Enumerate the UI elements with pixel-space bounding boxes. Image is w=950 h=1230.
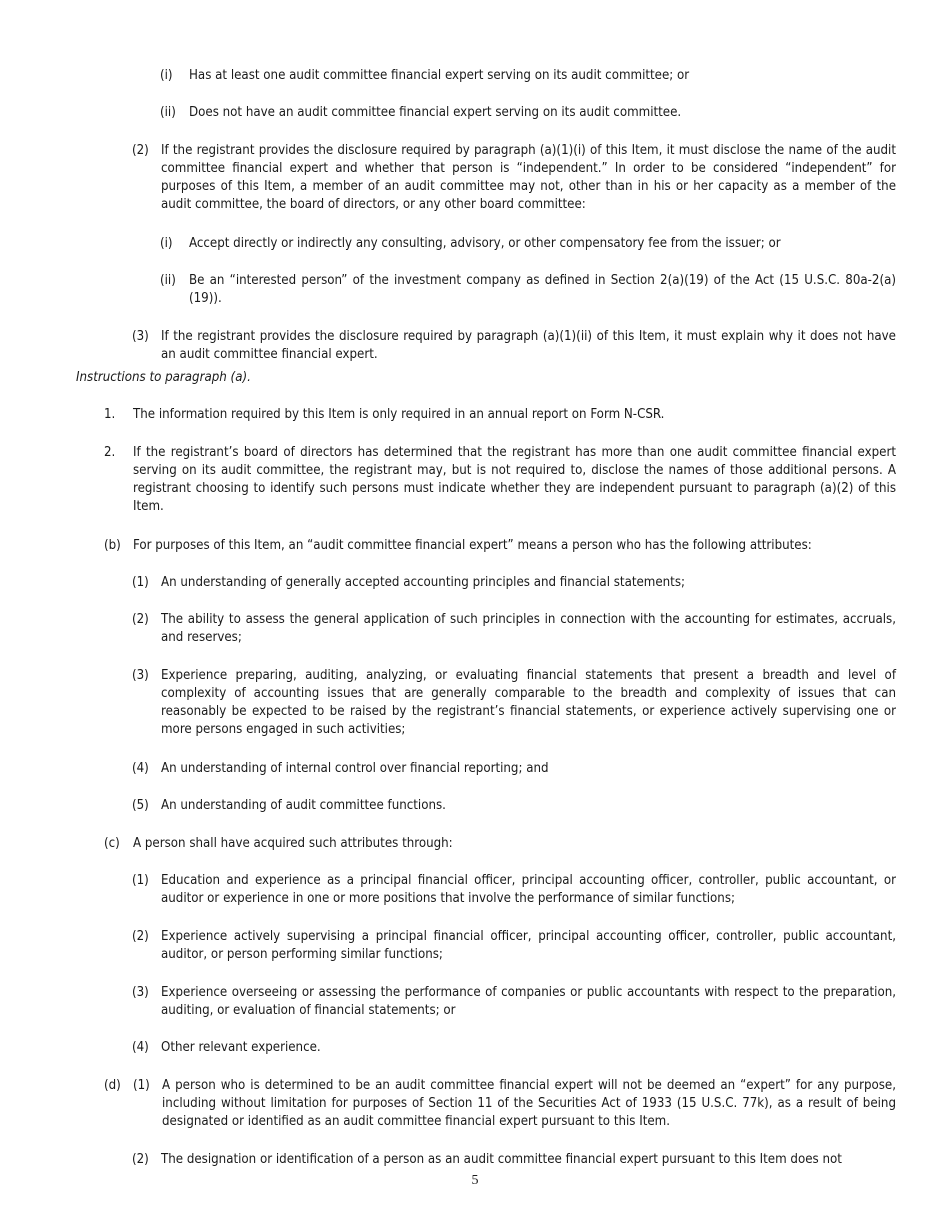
para-b-4	[132, 760, 896, 778]
instructions-heading: Instructions to paragraph (a).	[76, 370, 251, 385]
para-text: Accept directly or indirectly any consulting, advisory, or other compensatory fee from the issuer; or	[189, 236, 781, 251]
para-text: Experience actively supervising a principal financial officer, principal accounting officer, controller, public accountant, auditor, or person performing similar functions;	[161, 929, 896, 962]
para-text: Experience overseeing or assessing the performance of companies or public accountants with respect to the preparation, auditing, or evaluation of financial statements; or	[161, 985, 896, 1018]
para-text: Has at least one audit committee financial expert serving on its audit committee; or	[189, 68, 690, 83]
para-text: If the registrant provides the disclosure required by paragraph (a)(1)(i) of this Item, it must disclose the name of the audit committee financial expert and whether that person is “independent.” In order to be considered “independent” for purposes of this Item, a member of an audit committee may not, other than in his or her capacity as a member of the audit committee, the board of directors, or any other board committee:	[161, 143, 896, 212]
para-label: (i)	[160, 236, 173, 251]
para-label: (i)	[160, 68, 173, 83]
para-label: 2.	[104, 445, 116, 460]
para-text: Education and experience as a principal financial officer, principal accounting officer, controller, public accountant, or auditor or experience in one or more positions that involve the performance of similar functions;	[161, 873, 896, 906]
para-text: If the registrant provides the disclosure required by paragraph (a)(1)(ii) of this Item, it must explain why it does not have an audit committee financial expert.	[161, 329, 896, 362]
para-label: (3)	[132, 985, 149, 1000]
para-label: (c)	[104, 836, 120, 851]
para-text: A person shall have acquired such attributes through:	[133, 836, 453, 851]
para-text: Be an “interested person” of the investment company as defined in Section 2(a)(19) of the Act (15 U.S.C. 80a-2(a)(19)).	[189, 273, 896, 306]
para-label: (d)	[104, 1078, 121, 1093]
para-a1-i	[160, 67, 896, 85]
para-c-1	[132, 872, 896, 908]
para-label: (1)	[132, 873, 149, 888]
para-sublabel: (1)	[133, 1078, 150, 1093]
para-b	[104, 537, 896, 555]
page-number: 5	[471, 1173, 479, 1188]
para-label: (2)	[132, 929, 149, 944]
instruction-item-2	[104, 444, 896, 516]
para-text: A person who is determined to be an audit committee financial expert will not be deemed an “expert” for any purpose, including without limitation for purposes of Section 11 of the Securities Act of 1933 (15 U.S.C. 77k), as a result of being designated or identified as an audit committee financial expert pursuant to this Item.	[162, 1078, 896, 1129]
para-b-5	[132, 797, 896, 815]
para-label: (5)	[132, 798, 149, 813]
instruction-item-1	[104, 406, 896, 424]
para-label: (2)	[132, 1152, 149, 1167]
para-text: The designation or identification of a person as an audit committee financial expert pursuant to this Item does not	[161, 1152, 842, 1167]
para-label: (2)	[132, 143, 149, 158]
para-label: (b)	[104, 538, 121, 553]
para-label: (ii)	[160, 105, 176, 120]
para-d-1	[104, 1077, 896, 1131]
para-c-2	[132, 928, 896, 964]
para-b-3	[132, 667, 896, 739]
para-a2-i	[160, 235, 896, 253]
para-text: An understanding of internal control over financial reporting; and	[161, 761, 549, 776]
para-text: The ability to assess the general application of such principles in connection with the accounting for estimates, accruals, and reserves;	[161, 612, 896, 645]
para-text: An understanding of generally accepted accounting principles and financial statements;	[161, 575, 686, 590]
para-text: The information required by this Item is only required in an annual report on Form N-CSR.	[133, 407, 665, 422]
para-label: (4)	[132, 1040, 149, 1055]
para-text: For purposes of this Item, an “audit committee financial expert” means a person who has the following attributes:	[133, 538, 812, 553]
para-a3	[132, 328, 896, 364]
para-c	[104, 835, 896, 853]
para-label: (2)	[132, 612, 149, 627]
para-text: Does not have an audit committee financial expert serving on its audit committee.	[189, 105, 682, 120]
para-text: Other relevant experience.	[161, 1040, 321, 1055]
para-text: Experience preparing, auditing, analyzing, or evaluating financial statements that present a breadth and level of complexity of accounting issues that are generally comparable to the breadth and complexity of issues that can reasonably be expected to be raised by the registrant’s financial statements, or experience actively supervising one or more persons engaged in such activities;	[161, 668, 896, 737]
para-c-4	[132, 1039, 896, 1057]
para-label: 1.	[104, 407, 116, 422]
para-label: (4)	[132, 761, 149, 776]
para-label: (ii)	[160, 273, 176, 288]
para-text: If the registrant’s board of directors has determined that the registrant has more than one audit committee financial expert serving on its audit committee, the registrant may, but is not required to, disclose the names of those additional persons. A registrant choosing to identify such persons must indicate whether they are independent pursuant to paragraph (a)(2) of this Item.	[133, 445, 896, 514]
para-c-3	[132, 984, 896, 1020]
para-a2	[132, 142, 896, 214]
para-label: (1)	[132, 575, 149, 590]
para-a1-ii	[160, 104, 896, 122]
para-b-1	[132, 574, 896, 592]
para-b-2	[132, 611, 896, 647]
para-label: (3)	[132, 668, 149, 683]
para-d-2	[132, 1151, 896, 1169]
para-label: (3)	[132, 329, 149, 344]
para-a2-ii	[160, 272, 896, 308]
para-text: An understanding of audit committee functions.	[161, 798, 446, 813]
